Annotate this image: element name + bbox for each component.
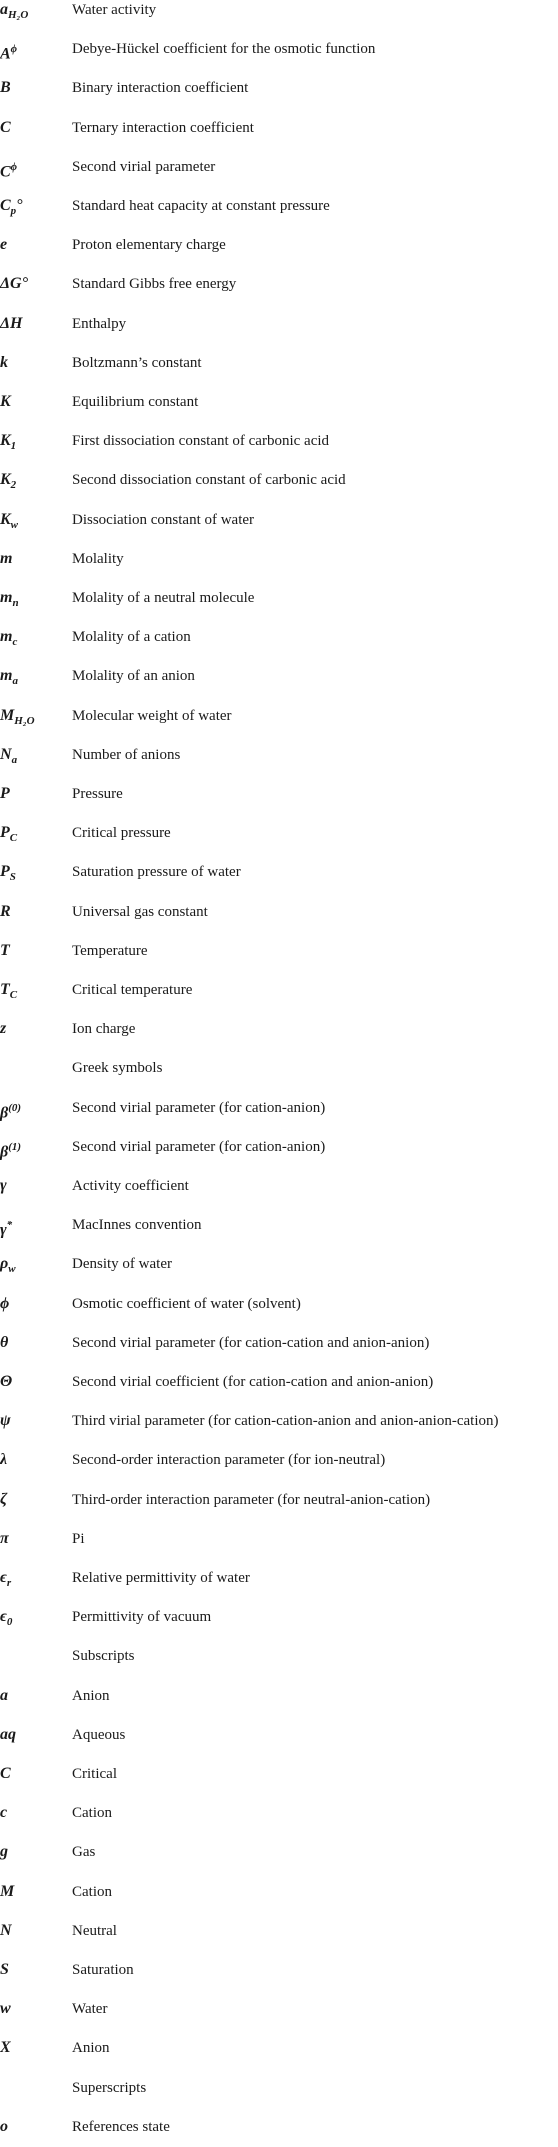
symbol-base: ζ <box>0 1490 8 1508</box>
symbol <box>0 1294 9 1314</box>
nomenclature-row <box>0 1921 558 1951</box>
symbol-subscript: 2 <box>10 479 17 492</box>
description: Water <box>72 2001 108 2018</box>
symbol-base: z <box>0 1020 7 1038</box>
symbol-base: K <box>0 510 11 528</box>
symbol-base: g <box>0 1843 8 1861</box>
nomenclature-row <box>0 470 558 500</box>
symbol-base: ϵ <box>0 1608 7 1626</box>
description: Anion <box>72 2040 110 2057</box>
symbol-subscript: S <box>9 871 16 884</box>
symbol <box>0 118 11 138</box>
symbol-subscript: r <box>6 1577 12 1590</box>
symbol-superscript: ϕ <box>10 160 18 173</box>
description: Standard heat capacity at constant pressure <box>72 198 330 214</box>
symbol <box>0 510 18 535</box>
symbol <box>0 823 17 848</box>
nomenclature-row <box>0 1842 558 1872</box>
symbol <box>0 980 17 1005</box>
description: Molality of an anion <box>72 668 195 685</box>
symbol-base: a <box>0 1 8 18</box>
description: Debye-Hückel coefficient for the osmotic function <box>72 41 376 58</box>
section-title: Superscripts <box>72 2079 147 2096</box>
description: Molality <box>72 550 124 567</box>
nomenclature-row <box>0 1960 558 1990</box>
symbol-base: o <box>0 2117 8 2135</box>
description: Dissociation constant of water <box>72 511 255 528</box>
section-heading <box>0 2078 558 2108</box>
symbol <box>0 1686 8 1706</box>
nomenclature-row <box>0 588 558 618</box>
symbol-base: K <box>0 432 11 450</box>
description: Gas <box>72 1844 96 1861</box>
nomenclature-row <box>0 1999 558 2029</box>
symbol-superscript: (1) <box>8 1140 22 1153</box>
nomenclature-row <box>0 666 558 696</box>
symbol-base: β <box>0 1143 9 1161</box>
section-heading <box>0 1058 558 1088</box>
description: Second virial parameter (for cation-cation and anion-anion) <box>72 1334 430 1351</box>
description: Critical <box>72 1766 117 1782</box>
symbol-suffix: ° <box>16 197 23 214</box>
symbol-base: m <box>0 628 13 646</box>
description: Second virial parameter <box>72 158 216 175</box>
symbol-subscript: H₂O <box>14 714 35 727</box>
description: Anion <box>72 1687 110 1704</box>
symbol-base: T <box>0 981 10 998</box>
nomenclature-row <box>0 862 558 892</box>
symbol-base: m <box>0 667 13 685</box>
description: Saturation <box>72 1962 134 1978</box>
symbol-base: ΔH <box>0 314 23 332</box>
symbol <box>0 1764 11 1784</box>
symbol <box>0 78 11 98</box>
nomenclature-row <box>0 431 558 461</box>
symbol <box>0 745 17 770</box>
symbol-base: K <box>0 471 11 489</box>
nomenclature-row <box>0 1176 558 1206</box>
description: First dissociation constant of carbonic acid <box>72 433 330 450</box>
description: Number of anions <box>72 746 181 763</box>
symbol-base: M <box>0 1882 15 1900</box>
symbol-base: C <box>0 1765 11 1782</box>
nomenclature-row <box>0 235 558 265</box>
symbol-base: S <box>0 1961 9 1978</box>
symbol-superscript: (0) <box>8 1101 22 1114</box>
nomenclature-row <box>0 0 558 30</box>
description: Pi <box>72 1530 85 1547</box>
nomenclature-row <box>0 1333 558 1363</box>
symbol <box>0 1254 16 1279</box>
symbol-superscript: * <box>6 1219 13 1232</box>
symbol-superscript: ϕ <box>10 43 18 56</box>
nomenclature-row <box>0 1372 558 1402</box>
description: Ion charge <box>72 1021 136 1038</box>
symbol <box>0 314 22 334</box>
symbol-subscript: w <box>10 518 19 531</box>
symbol-base: B <box>0 79 11 97</box>
description: Aqueous <box>72 1726 126 1743</box>
symbol-base: w <box>0 2000 11 2018</box>
section-title: Subscripts <box>72 1648 135 1665</box>
symbol <box>0 1450 7 1470</box>
symbol-subscript: a <box>12 675 18 688</box>
nomenclature-row <box>0 627 558 657</box>
symbol <box>0 1411 11 1431</box>
nomenclature-row <box>0 549 558 579</box>
symbol <box>0 196 23 221</box>
nomenclature-row <box>0 1450 558 1480</box>
symbol <box>0 1490 7 1510</box>
symbol <box>0 1803 7 1823</box>
description: Permittivity of vacuum <box>72 1609 212 1626</box>
symbol-base: N <box>0 1921 12 1939</box>
nomenclature-row <box>0 1411 558 1441</box>
nomenclature-row <box>0 706 558 736</box>
symbol-base: m <box>0 549 13 567</box>
nomenclature-row <box>0 510 558 540</box>
symbol <box>0 39 17 64</box>
nomenclature-row <box>0 1529 558 1559</box>
symbol-base: R <box>0 902 11 920</box>
symbol-subscript: n <box>12 597 19 610</box>
nomenclature-row <box>0 1568 558 1598</box>
symbol-subscript: w <box>8 1263 16 1276</box>
symbol-base: T <box>0 941 10 959</box>
description: Second-order interaction parameter (for ion-neutral) <box>72 1452 386 1469</box>
nomenclature-row <box>0 1019 558 1049</box>
symbol-base: C <box>0 163 11 181</box>
symbol-base: P <box>0 863 10 881</box>
nomenclature-row <box>0 1215 558 1245</box>
description: Ternary interaction coefficient <box>72 119 254 136</box>
symbol <box>0 666 18 691</box>
description: Binary interaction coefficient <box>72 80 249 97</box>
symbol-subscript: c <box>12 636 18 649</box>
nomenclature-row <box>0 784 558 814</box>
symbol <box>0 470 16 495</box>
symbol-base: π <box>0 1529 9 1547</box>
description: Neutral <box>72 1922 117 1939</box>
nomenclature-row <box>0 745 558 775</box>
description: Temperature <box>72 942 148 959</box>
symbol-base: ϕ <box>0 1294 10 1312</box>
symbol <box>0 1176 7 1196</box>
description: Second dissociation constant of carbonic acid <box>72 472 346 489</box>
symbol-subscript: C <box>9 989 18 1002</box>
description: Enthalpy <box>72 315 127 332</box>
symbol-base: C <box>0 118 11 136</box>
nomenclature-row <box>0 78 558 108</box>
nomenclature-row <box>0 1607 558 1637</box>
nomenclature-row <box>0 2038 558 2068</box>
nomenclature-row <box>0 1882 558 1912</box>
symbol-subscript: H₂O <box>8 9 29 22</box>
symbol <box>0 2117 8 2137</box>
symbol-base: m <box>0 589 13 606</box>
description: Proton elementary charge <box>72 237 226 254</box>
symbol <box>0 902 11 922</box>
symbol <box>0 1137 21 1162</box>
description: Osmotic coefficient of water (solvent) <box>72 1295 301 1312</box>
nomenclature-row <box>0 823 558 853</box>
symbol <box>0 627 17 652</box>
symbol <box>0 588 19 613</box>
symbol-base: k <box>0 353 8 371</box>
symbol-subscript: a <box>11 753 18 766</box>
symbol-subscript: 0 <box>6 1616 13 1629</box>
nomenclature-row <box>0 157 558 187</box>
symbol <box>0 1842 8 1862</box>
description: Boltzmann’s constant <box>72 354 202 371</box>
symbol-base: ϵ <box>0 1569 7 1586</box>
symbol-base: θ <box>0 1333 9 1351</box>
description: Critical pressure <box>72 825 171 842</box>
nomenclature-row <box>0 1686 558 1716</box>
symbol-subscript: 1 <box>10 440 17 453</box>
description: Relative permittivity of water <box>72 1570 250 1586</box>
symbol <box>0 941 10 961</box>
symbol <box>0 1529 9 1549</box>
symbol <box>0 1019 6 1039</box>
nomenclature-row <box>0 1725 558 1755</box>
symbol <box>0 1372 12 1392</box>
nomenclature-row <box>0 274 558 304</box>
symbol <box>0 784 10 804</box>
symbol-base: ΔG° <box>0 275 28 293</box>
symbol-base: λ <box>0 1451 8 1469</box>
symbol-base: K <box>0 393 11 410</box>
description: Cation <box>72 1883 112 1900</box>
symbol-base: β <box>0 1103 9 1121</box>
symbol-base: aq <box>0 1725 16 1743</box>
symbol-base: a <box>0 1686 8 1704</box>
description: Cation <box>72 1805 112 1822</box>
description: Activity coefficient <box>72 1178 189 1194</box>
symbol-base: X <box>0 2039 11 2057</box>
symbol <box>0 157 17 182</box>
symbol-subscript: C <box>9 832 18 845</box>
symbol <box>0 706 35 731</box>
nomenclature-row <box>0 1764 558 1794</box>
description: MacInnes convention <box>72 1217 202 1234</box>
description: Saturation pressure of water <box>72 864 241 881</box>
symbol-base: c <box>0 1804 8 1822</box>
nomenclature-row <box>0 1803 558 1833</box>
symbol <box>0 1960 9 1980</box>
symbol <box>0 1999 11 2019</box>
nomenclature-row <box>0 1490 558 1520</box>
nomenclature-row <box>0 314 558 344</box>
symbol <box>0 2038 11 2058</box>
symbol <box>0 549 12 569</box>
nomenclature-row <box>0 1098 558 1128</box>
symbol-base: C <box>0 197 11 214</box>
symbol <box>0 1882 14 1902</box>
symbol-base: ρ <box>0 1255 9 1273</box>
section-heading <box>0 1646 558 1676</box>
symbol <box>0 1607 12 1632</box>
description: Critical temperature <box>72 982 193 998</box>
symbol <box>0 1215 12 1240</box>
description: Density of water <box>72 1256 172 1273</box>
symbol <box>0 1333 8 1353</box>
description: Standard Gibbs free energy <box>72 276 237 293</box>
symbol-base: M <box>0 706 15 724</box>
symbol-base: γ <box>0 1177 7 1194</box>
nomenclature-row <box>0 941 558 971</box>
description: References state <box>72 2118 170 2135</box>
symbol-base: γ <box>0 1221 7 1239</box>
symbol <box>0 431 16 456</box>
symbol-base: e <box>0 236 8 254</box>
symbol <box>0 1921 12 1941</box>
description: Third virial parameter (for cation-cation-anion and anion-anion-cation) <box>72 1413 499 1430</box>
symbol-base: N <box>0 745 12 763</box>
symbol <box>0 0 28 25</box>
description: Second virial coefficient (for cation-cation and anion-anion) <box>72 1374 434 1390</box>
symbol <box>0 353 8 373</box>
description: Third-order interaction parameter (for neutral-anion-cation) <box>72 1491 431 1508</box>
nomenclature-row <box>0 118 558 148</box>
symbol <box>0 274 28 294</box>
symbol <box>0 862 16 887</box>
section-title: Greek symbols <box>72 1060 163 1077</box>
description: Molecular weight of water <box>72 707 232 724</box>
description: Pressure <box>72 786 123 802</box>
symbol <box>0 1725 16 1745</box>
description: Second virial parameter (for cation-anion) <box>72 1099 326 1116</box>
description: Universal gas constant <box>72 903 208 920</box>
description: Molality of a cation <box>72 629 191 646</box>
nomenclature-row <box>0 353 558 383</box>
description: Water activity <box>72 2 157 18</box>
description: Second virial parameter (for cation-anion) <box>72 1138 326 1155</box>
symbol <box>0 392 11 412</box>
symbol-base: P <box>0 785 10 802</box>
symbol <box>0 1098 21 1123</box>
symbol <box>0 235 7 255</box>
nomenclature-row <box>0 2117 558 2147</box>
symbol-base: A <box>0 45 11 63</box>
description: Equilibrium constant <box>72 394 199 410</box>
symbol <box>0 1568 11 1593</box>
nomenclature-row <box>0 392 558 422</box>
nomenclature-row <box>0 1137 558 1167</box>
nomenclature-row <box>0 980 558 1010</box>
nomenclature-row <box>0 1254 558 1284</box>
nomenclature-row <box>0 39 558 69</box>
symbol-base: ψ <box>0 1412 11 1430</box>
symbol-base: P <box>0 824 10 842</box>
nomenclature-row <box>0 196 558 226</box>
nomenclature-row <box>0 1294 558 1324</box>
symbol-subscript: p <box>10 205 17 218</box>
description: Molality of a neutral molecule <box>72 590 255 606</box>
nomenclature-row <box>0 902 558 932</box>
symbol-base: Θ <box>0 1373 13 1390</box>
